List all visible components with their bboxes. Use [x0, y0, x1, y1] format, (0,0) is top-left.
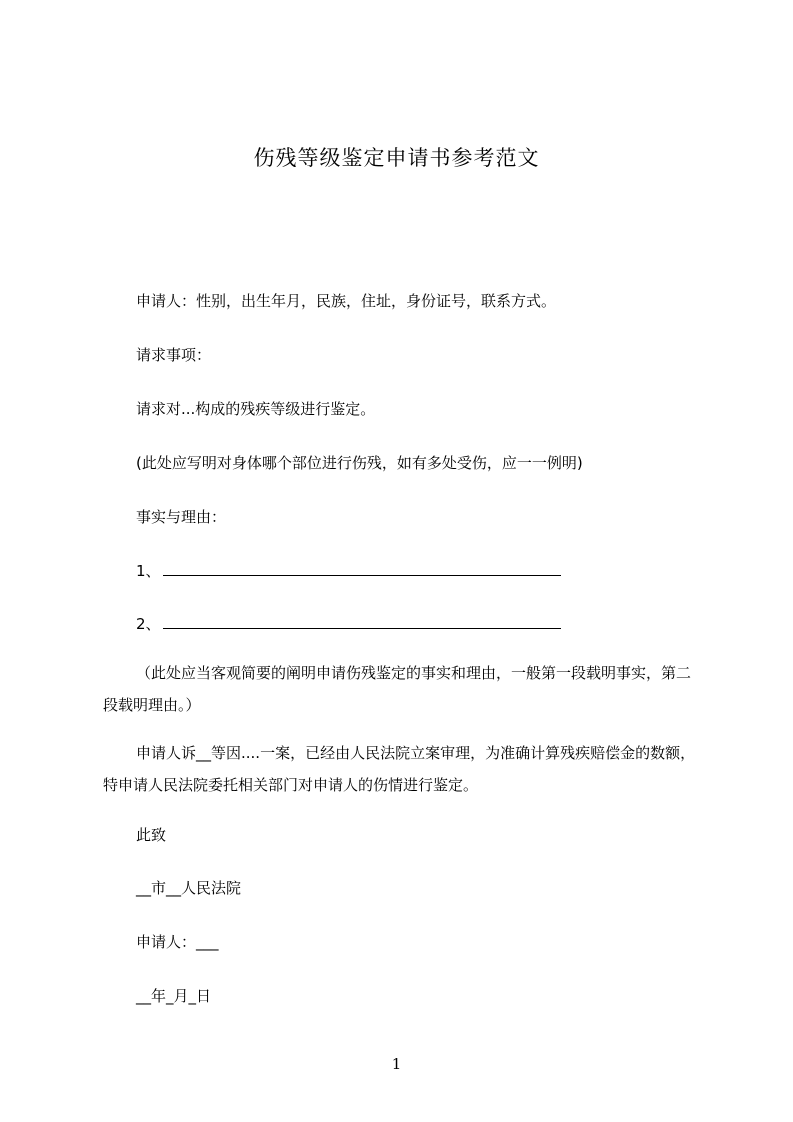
fill-in-blank-line — [163, 616, 561, 629]
fact-item-number: 2、 — [136, 615, 161, 633]
salutation: 此致 — [136, 826, 167, 844]
fact-item-2 — [136, 614, 561, 634]
fact-item-1 — [136, 561, 561, 581]
document-title: 伤残等级鉴定申请书参考范文 — [253, 146, 540, 170]
court-name: __市__人民法院 — [136, 879, 242, 897]
fact-item-number: 1、 — [136, 562, 161, 580]
page-number: 1 — [391, 1055, 402, 1073]
date-line: __年_月_日 — [136, 987, 212, 1005]
facts-note: （此处应当客观简要的阐明申请伤残鉴定的事实和理由，一般第一段载明事实，第二段载明理由。） — [103, 664, 692, 714]
applicant-signature: 申请人：___ — [136, 933, 219, 951]
fill-in-blank-line — [163, 563, 561, 576]
request-body: 请求对...构成的残疾等级进行鉴定。 — [136, 400, 376, 418]
request-note: (此处应写明对身体哪个部位进行伤残，如有多处受伤，应一一例明) — [136, 454, 583, 472]
applicant-info: 申请人：性别，出生年月，民族，住址，身份证号，联系方式。 — [136, 292, 557, 310]
facts-heading: 事实与理由： — [136, 508, 227, 526]
statement-paragraph: 申请人诉__等因....一案，已经由人民法院立案审理，为准确计算残疾赔偿金的数额，特申请人民法院委托相关部门对申请人的伤情进行鉴定。 — [103, 744, 696, 794]
request-heading: 请求事项： — [136, 346, 212, 364]
